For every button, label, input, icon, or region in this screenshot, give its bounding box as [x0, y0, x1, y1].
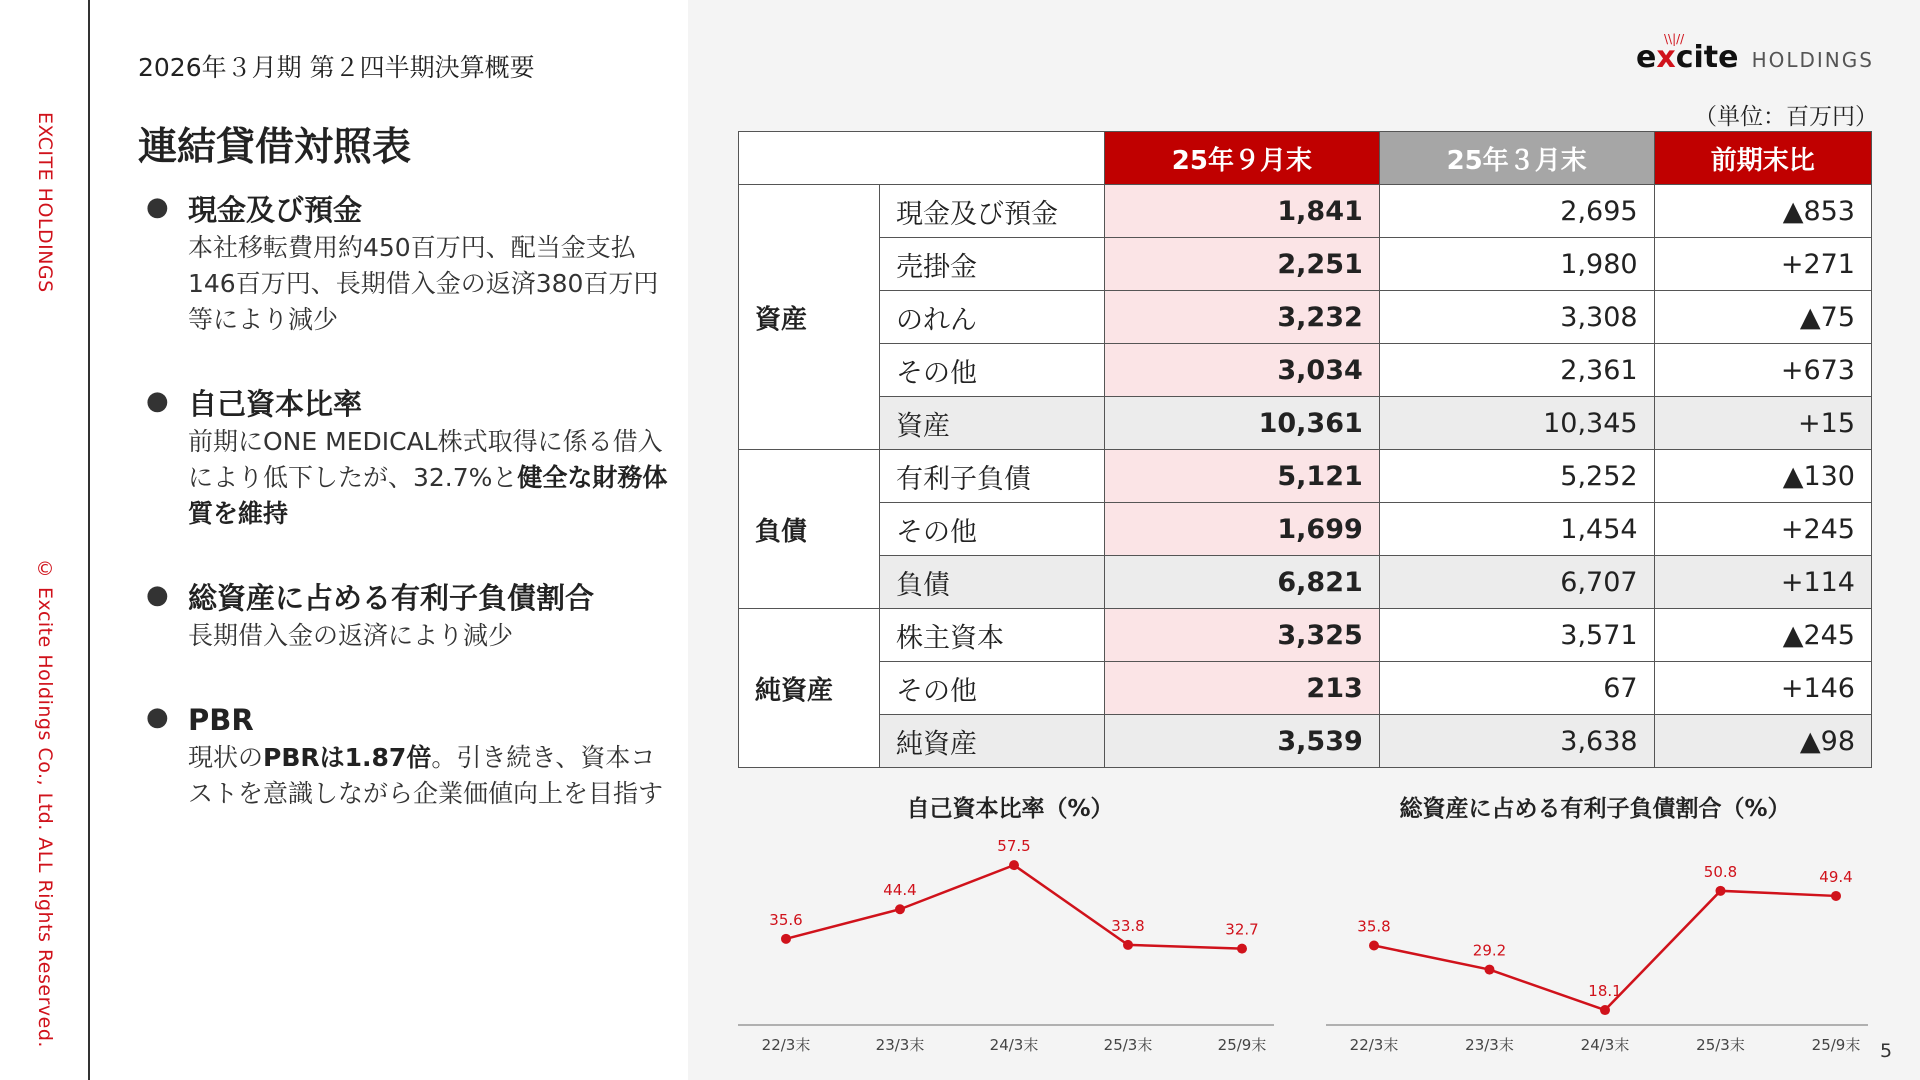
data-label: 35.6 [769, 910, 803, 929]
chart-title-equity-ratio: 自己資本比率（%） [906, 796, 1114, 822]
point-body [188, 740, 676, 812]
x-tick-label: 24/3末 [1580, 1036, 1630, 1054]
header-previous: 25年３月末 [1379, 132, 1654, 185]
data-label: 29.2 [1472, 941, 1507, 960]
cell-previous: 1,980 [1379, 238, 1654, 291]
equity-ratio-chart [738, 820, 1278, 1060]
cell-previous: 2,361 [1379, 344, 1654, 397]
logo-wordmark [1636, 40, 1738, 75]
cell-previous: 3,638 [1379, 715, 1654, 768]
logo-holdings: HOLDINGS [1751, 48, 1874, 72]
cell-current: 2,251 [1105, 238, 1380, 291]
row-item: その他 [880, 344, 1105, 397]
row-item: 株主資本 [880, 609, 1105, 662]
cell-current: 1,699 [1105, 503, 1380, 556]
chart-title-debt-ratio: 総資産に占める有利子負債割合（%） [1399, 796, 1791, 822]
cell-previous: 2,695 [1379, 185, 1654, 238]
debt-ratio-chart [1326, 820, 1872, 1060]
unit-label: （単位：百万円） [1694, 104, 1878, 130]
x-tick-label: 24/3末 [989, 1036, 1039, 1054]
cell-current: 6,821 [1105, 556, 1380, 609]
cell-previous: 3,571 [1379, 609, 1654, 662]
x-tick-label: 25/9末 [1811, 1036, 1861, 1054]
table-row [739, 662, 1872, 715]
row-item: 負債 [880, 556, 1105, 609]
row-item: 資産 [880, 397, 1105, 450]
table-row [739, 344, 1872, 397]
side-bar [0, 0, 90, 1080]
logo-cite: cite [1675, 40, 1739, 75]
page-title: 連結貸借対照表 [138, 125, 412, 170]
data-point [1831, 891, 1841, 901]
table-row [739, 609, 1872, 662]
data-point [1237, 944, 1247, 954]
table-row [739, 238, 1872, 291]
x-tick-label: 22/3末 [1349, 1036, 1399, 1054]
cell-diff: +271 [1654, 238, 1871, 291]
row-item: 純資産 [880, 715, 1105, 768]
group-label: 負債 [739, 450, 880, 609]
cell-current: 3,325 [1105, 609, 1380, 662]
data-label: 33.8 [1111, 916, 1145, 935]
point-body: 長期借入金の返済により減少 [188, 621, 514, 650]
cell-previous: 3,308 [1379, 291, 1654, 344]
header-blank [739, 132, 1105, 185]
page-number: 5 [1880, 1040, 1893, 1062]
point-body: 本社移転費用約450百万円、配当金支払146百万円、長期借入金の返済380百万円等により減少 [188, 233, 659, 334]
cell-previous: 6,707 [1379, 556, 1654, 609]
x-tick-label: 23/3末 [1465, 1036, 1514, 1054]
cell-diff: +673 [1654, 344, 1871, 397]
company-logo [1636, 32, 1874, 86]
cell-previous: 5,252 [1379, 450, 1654, 503]
point-heading: 自己資本比率 [188, 387, 363, 421]
point-body-emphasis: PBRは1.87倍 [263, 743, 432, 772]
bullet-icon: ● [146, 702, 169, 732]
cell-diff: ▲130 [1654, 450, 1871, 503]
row-item: 有利子負債 [880, 450, 1105, 503]
data-label: 32.7 [1225, 920, 1259, 939]
x-tick-label: 25/3末 [1696, 1036, 1745, 1054]
cell-diff: +245 [1654, 503, 1871, 556]
point-heading: 総資産に占める有利子負債割合 [188, 581, 595, 615]
bullet-icon: ● [146, 386, 169, 416]
table-row [739, 715, 1872, 768]
cell-diff: +146 [1654, 662, 1871, 715]
data-point [781, 934, 791, 944]
cell-diff: +15 [1654, 397, 1871, 450]
data-point [1485, 965, 1495, 975]
data-label: 50.8 [1703, 862, 1738, 881]
cell-current: 5,121 [1105, 450, 1380, 503]
x-tick-label: 25/9末 [1217, 1036, 1267, 1054]
point-body-text: 。引き続き、資本コストを意識しながら企業価値向上を目指す [188, 743, 664, 808]
data-label: 18.1 [1588, 982, 1622, 1001]
data-point [1600, 1005, 1610, 1015]
row-item: 売掛金 [880, 238, 1105, 291]
table-row [739, 397, 1872, 450]
row-item: 現金及び預金 [880, 185, 1105, 238]
data-label: 49.4 [1819, 867, 1853, 886]
cell-current: 213 [1105, 662, 1380, 715]
table-row [739, 450, 1872, 503]
cell-diff: ▲98 [1654, 715, 1871, 768]
data-point [1123, 940, 1133, 950]
side-copyright: © Excite Holdings Co., Ltd. ALL Rights Reserved. [34, 558, 56, 1048]
row-item: その他 [880, 662, 1105, 715]
point-heading: 現金及び預金 [188, 193, 363, 227]
series-line [786, 865, 1242, 948]
point-cash [146, 190, 676, 338]
logo-x: x [1656, 40, 1676, 75]
table-row [739, 291, 1872, 344]
key-points [146, 190, 676, 812]
header-diff: 前期末比 [1654, 132, 1871, 185]
cell-current: 10,361 [1105, 397, 1380, 450]
table-row [739, 185, 1872, 238]
cell-diff: ▲75 [1654, 291, 1871, 344]
point-equity-ratio [146, 384, 676, 532]
x-tick-label: 25/3末 [1103, 1036, 1153, 1054]
point-body [188, 424, 676, 532]
logo-spark-icon: \\|// [1664, 32, 1685, 46]
data-point [1369, 941, 1379, 951]
data-label: 44.4 [883, 881, 917, 900]
cell-current: 3,232 [1105, 291, 1380, 344]
point-heading: PBR [188, 703, 254, 737]
cell-current: 1,841 [1105, 185, 1380, 238]
bullet-icon: ● [146, 192, 169, 222]
row-item: のれん [880, 291, 1105, 344]
x-tick-label: 23/3末 [875, 1036, 925, 1054]
table-row [739, 556, 1872, 609]
data-point [895, 904, 905, 914]
cell-current: 3,034 [1105, 344, 1380, 397]
logo-e: e [1636, 40, 1657, 75]
group-label: 資産 [739, 185, 880, 450]
point-debt-ratio [146, 578, 676, 654]
side-company-name: EXCITE HOLDINGS [34, 112, 56, 293]
cell-diff: ▲853 [1654, 185, 1871, 238]
group-label: 純資産 [739, 609, 880, 768]
data-point [1009, 860, 1019, 870]
balance-sheet-table [738, 131, 1872, 768]
cell-previous: 1,454 [1379, 503, 1654, 556]
data-label: 57.5 [997, 837, 1031, 856]
row-item: その他 [880, 503, 1105, 556]
cell-previous: 67 [1379, 662, 1654, 715]
point-body-text: 前期にONE MEDICAL株式取得に係る借入により低下したが、32.7%と [188, 427, 663, 492]
header-current: 25年９月末 [1105, 132, 1380, 185]
bullet-icon: ● [146, 580, 169, 610]
data-label: 35.8 [1357, 917, 1391, 936]
point-pbr [146, 700, 676, 812]
point-body-emphasis: 健全な財務体質を維持 [188, 463, 668, 528]
cell-previous: 10,345 [1379, 397, 1654, 450]
table-row [739, 503, 1872, 556]
cell-diff: +114 [1654, 556, 1871, 609]
cell-current: 3,539 [1105, 715, 1380, 768]
cell-diff: ▲245 [1654, 609, 1871, 662]
data-point [1716, 886, 1726, 896]
point-body-text: 現状の [188, 743, 264, 772]
page-subtitle: 2026年３月期 第２四半期決算概要 [138, 53, 535, 82]
x-tick-label: 22/3末 [761, 1036, 811, 1054]
